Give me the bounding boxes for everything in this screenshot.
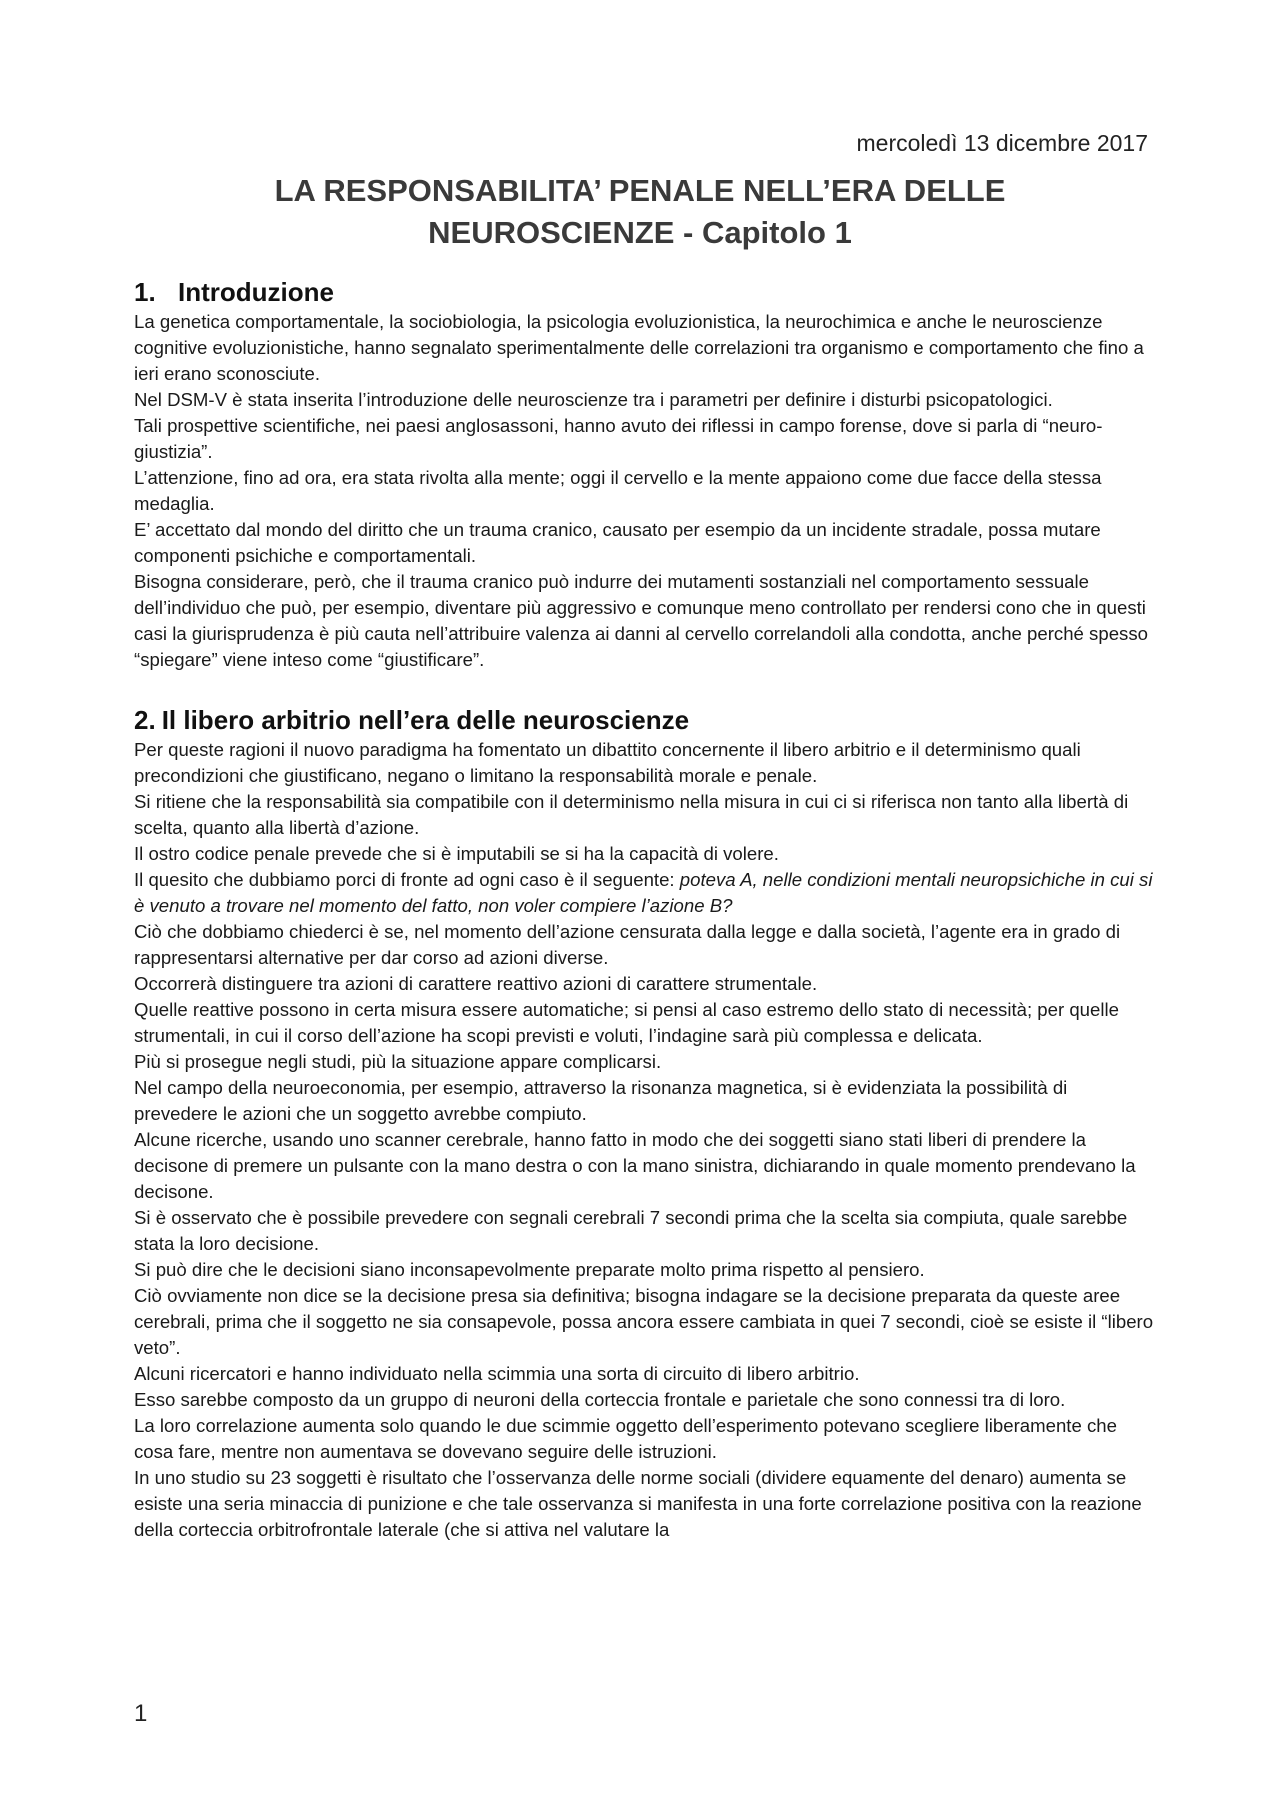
paragraph: Alcune ricerche, usando uno scanner cerebrale, hanno fatto in modo che dei soggetti siano stati liberi di prendere la decisone di premere un pulsante con la mano destra o con la mano sinistra, dichiarando in quale momento prendevano la decisone. [134,1129,1136,1202]
section-heading-introduzione [134,275,1154,309]
paragraph: Si è osservato che è possibile prevedere con segnali cerebrali 7 secondi prima che la scelta sia compiuta, quale sarebbe stata la loro decisione. [134,1207,1128,1254]
paragraph: L’attenzione, fino ad ora, era stata rivolta alla mente; oggi il cervello e la mente appaiono come due facce della stessa medaglia. [134,467,1102,514]
document-title [134,170,1146,254]
paragraph: Tali prospettive scientifiche, nei paesi anglosassoni, hanno avuto dei riflessi in campo forense, dove si parla di “neuro-giustizia”. [134,415,1103,462]
paragraph: Nel DSM-V è stata inserita l’introduzione delle neuroscienze tra i parametri per definire i disturbi psicopatologici. [134,389,1053,410]
document-date: mercoledì 13 dicembre 2017 [856,130,1148,156]
paragraph: Quelle reattive possono in certa misura essere automatiche; si pensi al caso estremo dello stato di necessità; per quelle strumentali, in cui il corso dell’azione ha scopi previsti e voluti, l’indagine sarà più complessa e delicata. [134,999,1119,1046]
document-title-line-2: NEUROSCIENZE - Capitolo 1 [428,215,852,250]
document-title-line-1: LA RESPONSABILITA’ PENALE NELL’ERA DELLE [274,173,1006,208]
paragraph: Il ostro codice penale prevede che si è imputabili se si ha la capacità di volere. [134,843,779,864]
paragraph: Ciò che dobbiamo chiederci è se, nel momento dell’azione censurata dalla legge e dalla società, l’agente era in grado di rappresentarsi alternative per dar corso ad azioni diverse. [134,921,1121,968]
section-title: Introduzione [178,277,334,307]
paragraph: In uno studio su 23 soggetti è risultato che l’osservanza delle norme sociali (dividere equamente del denaro) aumenta se esiste una seria minaccia di punizione e che tale osservanza si manifesta in una forte correlazione positiva con la reazione della corteccia orbitrofrontale laterale (che si attiva nel valutare la [134,1467,1142,1540]
paragraph: La genetica comportamentale, la sociobiologia, la psicologia evoluzionistica, la neurochimica e anche le neuroscienze cognitive evoluzionistiche, hanno segnalato sperimentalmente delle correlazioni tra organismo e comportamento che fino a ieri erano sconosciute. [134,311,1144,384]
section-heading-libero-arbitrio [134,703,1154,737]
italic-question: poteva A, nelle condizioni mentali neuropsichiche in cui si è venuto a trovare nel momento del fatto, non voler compiere l’azione B? [134,869,1153,916]
paragraph: Più si prosegue negli studi, più la situazione appare complicarsi. [134,1051,662,1072]
paragraph: Si può dire che le decisioni siano inconsapevolmente preparate molto prima rispetto al pensiero. [134,1259,925,1280]
question-intro: Il quesito che dubbiamo porci di fronte ad ogni caso è il seguente: [134,869,680,890]
paragraph: Ciò ovviamente non dice se la decisione presa sia definitiva; bisogna indagare se la decisione preparata da queste aree cerebrali, prima che il soggetto ne sia consapevole, possa ancora essere cambiata in quei 7 secondi, cioè se esiste il “libero veto”. [134,1285,1154,1358]
paragraph: Per queste ragioni il nuovo paradigma ha fomentato un dibattito concernente il libero arbitrio e il determinismo quali precondizioni che giustificano, negano o limitano la responsabilità morale e penale. [134,739,1081,786]
paragraph: Nel campo della neuroeconomia, per esempio, attraverso la risonanza magnetica, si è evidenziata la possibilità di prevedere le azioni che un soggetto avrebbe compiuto. [134,1077,1068,1124]
page-number: 1 [134,1700,148,1727]
paragraph: Esso sarebbe composto da un gruppo di neuroni della corteccia frontale e parietale che sono connessi tra di loro. [134,1389,1066,1410]
paragraph: Alcuni ricercatori e hanno individuato nella scimmia una sorta di circuito di libero arbitrio. [134,1363,860,1384]
paragraph: Bisogna considerare, però, che il trauma cranico può indurre dei mutamenti sostanziali nel comportamento sessuale dell’individuo che può, per esempio, diventare più aggressivo e comunque meno controllato per rendersi cono che in questi casi la giurisprudenza è più cauta nell’attribuire valenza ai danni al cervello correlandoli alla condotta, anche perché spesso “spiegare” viene inteso come “giustificare”. [134,571,1148,670]
paragraph: La loro correlazione aumenta solo quando le due scimmie oggetto dell’esperimento potevano scegliere liberamente che cosa fare, mentre non aumentava se dovevano seguire delle istruzioni. [134,1415,1117,1462]
section-number: 1. [134,277,156,307]
section-title: Il libero arbitrio nell’era delle neuroscienze [161,705,690,735]
paragraph-with-question [134,867,1154,919]
paragraph: Occorrerà distinguere tra azioni di carattere reattivo azioni di carattere strumentale. [134,973,818,994]
document-body [134,275,1154,1543]
section-number: 2. [134,705,156,735]
paragraph: Si ritiene che la responsabilità sia compatibile con il determinismo nella misura in cui ci si riferisca non tanto alla libertà di scelta, quanto alla libertà d’azione. [134,791,1129,838]
paragraph: E’ accettato dal mondo del diritto che un trauma cranico, causato per esempio da un incidente stradale, possa mutare componenti psichiche e comportamentali. [134,519,1101,566]
